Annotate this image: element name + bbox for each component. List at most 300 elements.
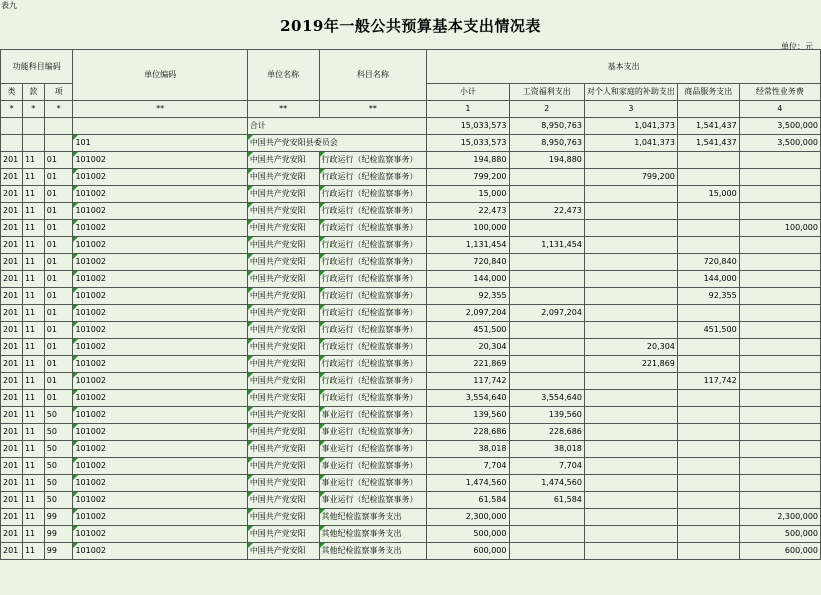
cell-wages xyxy=(509,339,584,356)
cell-unit-name: 中国共产党安阳 xyxy=(247,271,319,288)
header-operating: 经常性业务费 xyxy=(739,84,820,101)
cell-unit-name: 中国共产党安阳 xyxy=(247,458,319,475)
cell-kuan: 11 xyxy=(22,203,44,220)
cell-xiang: 01 xyxy=(44,152,73,169)
cell-subtotal: 117,742 xyxy=(427,373,509,390)
org-operating: 3,500,000 xyxy=(739,135,820,152)
cell-subject-name: 事业运行（纪检监察事务） xyxy=(319,424,427,441)
cell-wages xyxy=(509,271,584,288)
cell-xiang: 01 xyxy=(44,339,73,356)
cell-goods: 117,742 xyxy=(677,373,739,390)
cell-wages: 1,131,454 xyxy=(509,237,584,254)
cell-subject-name: 行政运行（纪检监察事务） xyxy=(319,220,427,237)
cell-operating xyxy=(739,237,820,254)
marker-cell: * xyxy=(1,101,23,118)
cell-unit-name: 中国共产党安阳 xyxy=(247,305,319,322)
cell-subtotal: 22,473 xyxy=(427,203,509,220)
cell-kuan: 11 xyxy=(22,373,44,390)
cell-lei: 201 xyxy=(1,407,23,424)
marker-row xyxy=(1,101,821,118)
org-subtotal: 15,033,573 xyxy=(427,135,509,152)
cell-lei: 201 xyxy=(1,390,23,407)
cell-operating xyxy=(739,424,820,441)
table-row xyxy=(1,475,821,492)
cell-kuan: 11 xyxy=(22,339,44,356)
cell-wages xyxy=(509,509,584,526)
cell-subject-name: 其他纪检监察事务支出 xyxy=(319,543,427,560)
cell-xiang: 01 xyxy=(44,322,73,339)
cell-unit-code: 101002 xyxy=(73,288,247,305)
cell-unit-code: 101002 xyxy=(73,441,247,458)
cell-lei: 201 xyxy=(1,305,23,322)
table-row xyxy=(1,186,821,203)
cell-goods: 144,000 xyxy=(677,271,739,288)
header-basic-exp: 基本支出 xyxy=(427,50,821,84)
cell-subject-name: 事业运行（纪检监察事务） xyxy=(319,407,427,424)
cell-goods xyxy=(677,492,739,509)
cell-wages: 2,097,204 xyxy=(509,305,584,322)
cell-subtotal: 2,300,000 xyxy=(427,509,509,526)
cell-goods xyxy=(677,407,739,424)
cell-goods xyxy=(677,543,739,560)
header-subtotal: 小计 xyxy=(427,84,509,101)
cell-subject-name: 行政运行（纪检监察事务） xyxy=(319,186,427,203)
marker-cell: 3 xyxy=(584,101,677,118)
table-row xyxy=(1,322,821,339)
table-row xyxy=(1,305,821,322)
org-code: 101 xyxy=(73,135,247,152)
cell-goods: 720,840 xyxy=(677,254,739,271)
table-row xyxy=(1,543,821,560)
cell-unit-code: 101002 xyxy=(73,373,247,390)
cell-subtotal: 799,200 xyxy=(427,169,509,186)
cell-lei: 201 xyxy=(1,237,23,254)
cell-unit-name: 中国共产党安阳 xyxy=(247,543,319,560)
cell-goods xyxy=(677,237,739,254)
cell-unit-code: 101002 xyxy=(73,509,247,526)
total-subtotal: 15,033,573 xyxy=(427,118,509,135)
cell-subsidy xyxy=(584,203,677,220)
cell-kuan: 11 xyxy=(22,152,44,169)
cell-kuan: 11 xyxy=(22,475,44,492)
table-row xyxy=(1,203,821,220)
cell-subsidy xyxy=(584,475,677,492)
total-subsidy: 1,041,373 xyxy=(584,118,677,135)
cell-subsidy xyxy=(584,254,677,271)
cell-subtotal: 7,704 xyxy=(427,458,509,475)
cell-wages xyxy=(509,373,584,390)
cell-subject-name: 行政运行（纪检监察事务） xyxy=(319,169,427,186)
cell-subtotal: 228,686 xyxy=(427,424,509,441)
cell-goods xyxy=(677,424,739,441)
cell-wages: 22,473 xyxy=(509,203,584,220)
cell-wages xyxy=(509,543,584,560)
cell-operating xyxy=(739,322,820,339)
cell-lei: 201 xyxy=(1,152,23,169)
cell-xiang: 01 xyxy=(44,305,73,322)
cell-operating xyxy=(739,441,820,458)
cell-unit-name: 中国共产党安阳 xyxy=(247,237,319,254)
cell-goods xyxy=(677,526,739,543)
cell-goods xyxy=(677,305,739,322)
cell-operating: 500,000 xyxy=(739,526,820,543)
cell-operating xyxy=(739,373,820,390)
header-func-code: 功能科目编码 xyxy=(1,50,73,84)
cell-kuan: 11 xyxy=(22,390,44,407)
cell-unit-code: 101002 xyxy=(73,492,247,509)
cell-kuan: 11 xyxy=(22,526,44,543)
cell-wages xyxy=(509,186,584,203)
cell-wages: 194,880 xyxy=(509,152,584,169)
total-operating: 3,500,000 xyxy=(739,118,820,135)
table-row xyxy=(1,356,821,373)
cell-subject-name: 事业运行（纪检监察事务） xyxy=(319,475,427,492)
total-goods: 1,541,437 xyxy=(677,118,739,135)
cell-unit-name: 中国共产党安阳 xyxy=(247,203,319,220)
cell-lei: 201 xyxy=(1,441,23,458)
cell-subject-name: 行政运行（纪检监察事务） xyxy=(319,203,427,220)
table-row xyxy=(1,288,821,305)
table-row xyxy=(1,169,821,186)
table-row xyxy=(1,390,821,407)
cell-wages xyxy=(509,254,584,271)
header-unit-name: 单位名称 xyxy=(247,50,319,101)
cell-subject-name: 行政运行（纪检监察事务） xyxy=(319,305,427,322)
cell-lei: 201 xyxy=(1,373,23,390)
marker-cell: ** xyxy=(247,101,319,118)
cell-subject-name: 行政运行（纪检监察事务） xyxy=(319,271,427,288)
cell-operating xyxy=(739,186,820,203)
cell-lei: 201 xyxy=(1,492,23,509)
cell-subtotal: 92,355 xyxy=(427,288,509,305)
cell-kuan: 11 xyxy=(22,254,44,271)
cell-unit-name: 中国共产党安阳 xyxy=(247,373,319,390)
table-row xyxy=(1,373,821,390)
cell-kuan: 11 xyxy=(22,288,44,305)
table-row xyxy=(1,441,821,458)
org-subsidy: 1,041,373 xyxy=(584,135,677,152)
cell-unit-code: 101002 xyxy=(73,458,247,475)
cell-xiang: 50 xyxy=(44,441,73,458)
header-kuan: 款 xyxy=(22,84,44,101)
cell-subject-name: 行政运行（纪检监察事务） xyxy=(319,339,427,356)
cell-operating: 600,000 xyxy=(739,543,820,560)
cell-operating xyxy=(739,169,820,186)
cell-wages: 139,560 xyxy=(509,407,584,424)
cell-lei: 201 xyxy=(1,475,23,492)
cell-kuan: 11 xyxy=(22,305,44,322)
cell-wages xyxy=(509,220,584,237)
total-row xyxy=(1,118,821,135)
cell-lei: 201 xyxy=(1,254,23,271)
cell-subtotal: 20,304 xyxy=(427,339,509,356)
cell-goods xyxy=(677,458,739,475)
cell-subsidy xyxy=(584,271,677,288)
cell-unit-name: 中国共产党安阳 xyxy=(247,169,319,186)
cell-goods xyxy=(677,169,739,186)
header-goods: 商品服务支出 xyxy=(677,84,739,101)
cell-unit-name: 中国共产党安阳 xyxy=(247,220,319,237)
cell-lei: 201 xyxy=(1,186,23,203)
cell-unit-name: 中国共产党安阳 xyxy=(247,475,319,492)
cell-operating xyxy=(739,271,820,288)
cell-xiang: 01 xyxy=(44,203,73,220)
cell-goods: 15,000 xyxy=(677,186,739,203)
cell-wages xyxy=(509,322,584,339)
cell-unit-code: 101002 xyxy=(73,254,247,271)
cell-subject-name: 事业运行（纪检监察事务） xyxy=(319,458,427,475)
header-subject-name: 科目名称 xyxy=(319,50,427,101)
cell-subtotal: 139,560 xyxy=(427,407,509,424)
cell-kuan: 11 xyxy=(22,492,44,509)
table-row xyxy=(1,458,821,475)
cell-xiang: 50 xyxy=(44,407,73,424)
cell-xiang: 50 xyxy=(44,424,73,441)
table-row xyxy=(1,254,821,271)
header-xiang: 项 xyxy=(44,84,73,101)
cell-subtotal: 144,000 xyxy=(427,271,509,288)
cell-subsidy xyxy=(584,424,677,441)
marker-cell: 2 xyxy=(509,101,584,118)
cell-operating xyxy=(739,458,820,475)
table-row xyxy=(1,492,821,509)
cell-unit-code: 101002 xyxy=(73,424,247,441)
cell-wages: 1,474,560 xyxy=(509,475,584,492)
cell-subsidy xyxy=(584,186,677,203)
org-goods: 1,541,437 xyxy=(677,135,739,152)
cell-unit-name: 中国共产党安阳 xyxy=(247,356,319,373)
cell-xiang: 01 xyxy=(44,186,73,203)
cell-kuan: 11 xyxy=(22,458,44,475)
cell-xiang: 01 xyxy=(44,373,73,390)
cell-unit-code: 101002 xyxy=(73,526,247,543)
cell-xiang: 01 xyxy=(44,237,73,254)
cell-subtotal: 38,018 xyxy=(427,441,509,458)
cell-subsidy xyxy=(584,390,677,407)
cell-wages: 3,554,640 xyxy=(509,390,584,407)
cell-subtotal: 451,500 xyxy=(427,322,509,339)
cell-subtotal: 194,880 xyxy=(427,152,509,169)
cell-lei: 201 xyxy=(1,526,23,543)
cell-operating xyxy=(739,339,820,356)
cell-lei: 201 xyxy=(1,288,23,305)
cell-lei: 201 xyxy=(1,271,23,288)
cell-subtotal: 221,869 xyxy=(427,356,509,373)
cell-unit-code: 101002 xyxy=(73,475,247,492)
table-row xyxy=(1,526,821,543)
cell-subtotal: 720,840 xyxy=(427,254,509,271)
cell-kuan: 11 xyxy=(22,424,44,441)
cell-unit-code: 101002 xyxy=(73,186,247,203)
cell-xiang: 01 xyxy=(44,390,73,407)
cell-wages xyxy=(509,288,584,305)
cell-wages xyxy=(509,526,584,543)
cell-unit-code: 101002 xyxy=(73,407,247,424)
cell-xiang: 99 xyxy=(44,526,73,543)
cell-subsidy xyxy=(584,322,677,339)
cell-unit-code: 101002 xyxy=(73,169,247,186)
cell-subject-name: 行政运行（纪检监察事务） xyxy=(319,322,427,339)
cell-kuan: 11 xyxy=(22,237,44,254)
cell-lei: 201 xyxy=(1,169,23,186)
cell-xiang: 99 xyxy=(44,543,73,560)
cell-subtotal: 61,584 xyxy=(427,492,509,509)
cell-subtotal: 2,097,204 xyxy=(427,305,509,322)
cell-lei: 201 xyxy=(1,322,23,339)
marker-cell: ** xyxy=(73,101,247,118)
header-wages: 工资福利支出 xyxy=(509,84,584,101)
cell-unit-name: 中国共产党安阳 xyxy=(247,441,319,458)
total-label: 合计 xyxy=(247,118,427,135)
cell-lei: 201 xyxy=(1,458,23,475)
table-row xyxy=(1,220,821,237)
cell-subject-name: 行政运行（纪检监察事务） xyxy=(319,254,427,271)
cell-wages xyxy=(509,169,584,186)
cell-goods xyxy=(677,390,739,407)
cell-wages: 7,704 xyxy=(509,458,584,475)
cell-unit-code: 101002 xyxy=(73,305,247,322)
cell-xiang: 01 xyxy=(44,356,73,373)
cell-lei: 201 xyxy=(1,543,23,560)
cell-goods xyxy=(677,441,739,458)
cell-subject-name: 其他纪检监察事务支出 xyxy=(319,509,427,526)
cell-unit-name: 中国共产党安阳 xyxy=(247,509,319,526)
cell-goods xyxy=(677,220,739,237)
cell-lei: 201 xyxy=(1,509,23,526)
cell-unit-name: 中国共产党安阳 xyxy=(247,407,319,424)
cell-lei: 201 xyxy=(1,424,23,441)
cell-unit-name: 中国共产党安阳 xyxy=(247,152,319,169)
cell-kuan: 11 xyxy=(22,186,44,203)
cell-subject-name: 事业运行（纪检监察事务） xyxy=(319,492,427,509)
cell-operating xyxy=(739,407,820,424)
org-wages: 8,950,763 xyxy=(509,135,584,152)
cell-xiang: 01 xyxy=(44,271,73,288)
cell-goods xyxy=(677,203,739,220)
cell-unit-name: 中国共产党安阳 xyxy=(247,186,319,203)
marker-cell: ** xyxy=(319,101,427,118)
cell-goods xyxy=(677,152,739,169)
cell-kuan: 11 xyxy=(22,441,44,458)
cell-kuan: 11 xyxy=(22,322,44,339)
cell-operating xyxy=(739,288,820,305)
cell-subsidy xyxy=(584,543,677,560)
cell-subsidy xyxy=(584,492,677,509)
unit-label: 单位：元 xyxy=(781,42,813,51)
cell-operating: 2,300,000 xyxy=(739,509,820,526)
cell-subsidy xyxy=(584,305,677,322)
header-lei: 类 xyxy=(1,84,23,101)
header-unit-code: 单位编码 xyxy=(73,50,247,101)
cell-xiang: 50 xyxy=(44,475,73,492)
cell-subject-name: 行政运行（纪检监察事务） xyxy=(319,288,427,305)
cell-unit-code: 101002 xyxy=(73,271,247,288)
cell-subsidy xyxy=(584,407,677,424)
cell-operating xyxy=(739,254,820,271)
cell-subsidy: 20,304 xyxy=(584,339,677,356)
cell-goods xyxy=(677,356,739,373)
cell-wages xyxy=(509,356,584,373)
cell-unit-code: 101002 xyxy=(73,203,247,220)
cell-goods xyxy=(677,509,739,526)
header-subsidy: 对个人和家庭的补助支出 xyxy=(584,84,677,101)
cell-xiang: 99 xyxy=(44,509,73,526)
cell-operating xyxy=(739,356,820,373)
cell-kuan: 11 xyxy=(22,356,44,373)
cell-operating xyxy=(739,390,820,407)
table-label: 表九 xyxy=(1,1,17,10)
cell-subsidy: 799,200 xyxy=(584,169,677,186)
marker-cell: * xyxy=(22,101,44,118)
table-row xyxy=(1,509,821,526)
cell-xiang: 01 xyxy=(44,254,73,271)
cell-unit-code: 101002 xyxy=(73,356,247,373)
marker-cell xyxy=(677,101,739,118)
cell-subject-name: 行政运行（纪检监察事务） xyxy=(319,390,427,407)
page-title: 2019年一般公共预算基本支出情况表 xyxy=(280,17,541,35)
cell-unit-code: 101002 xyxy=(73,390,247,407)
cell-subtotal: 15,000 xyxy=(427,186,509,203)
cell-unit-code: 101002 xyxy=(73,220,247,237)
cell-wages: 228,686 xyxy=(509,424,584,441)
cell-subject-name: 行政运行（纪检监察事务） xyxy=(319,237,427,254)
cell-operating xyxy=(739,203,820,220)
cell-kuan: 11 xyxy=(22,407,44,424)
marker-cell: * xyxy=(44,101,73,118)
cell-xiang: 01 xyxy=(44,220,73,237)
budget-table xyxy=(0,49,821,560)
cell-subtotal: 3,554,640 xyxy=(427,390,509,407)
cell-kuan: 11 xyxy=(22,169,44,186)
cell-subsidy xyxy=(584,509,677,526)
cell-subsidy xyxy=(584,288,677,305)
cell-xiang: 01 xyxy=(44,288,73,305)
cell-subject-name: 事业运行（纪检监察事务） xyxy=(319,441,427,458)
table-row xyxy=(1,237,821,254)
cell-unit-name: 中国共产党安阳 xyxy=(247,424,319,441)
cell-goods xyxy=(677,475,739,492)
cell-unit-name: 中国共产党安阳 xyxy=(247,526,319,543)
cell-subtotal: 500,000 xyxy=(427,526,509,543)
cell-subject-name: 行政运行（纪检监察事务） xyxy=(319,152,427,169)
cell-subtotal: 100,000 xyxy=(427,220,509,237)
org-name: 中国共产党安阳县委员会 xyxy=(247,135,427,152)
cell-goods xyxy=(677,339,739,356)
cell-subsidy xyxy=(584,526,677,543)
cell-goods: 92,355 xyxy=(677,288,739,305)
cell-operating xyxy=(739,492,820,509)
cell-goods: 451,500 xyxy=(677,322,739,339)
cell-unit-code: 101002 xyxy=(73,322,247,339)
cell-kuan: 11 xyxy=(22,509,44,526)
cell-unit-name: 中国共产党安阳 xyxy=(247,390,319,407)
cell-subsidy xyxy=(584,373,677,390)
cell-kuan: 11 xyxy=(22,271,44,288)
cell-subtotal: 600,000 xyxy=(427,543,509,560)
table-row xyxy=(1,152,821,169)
org-row xyxy=(1,135,821,152)
cell-subject-name: 行政运行（纪检监察事务） xyxy=(319,356,427,373)
cell-subtotal: 1,131,454 xyxy=(427,237,509,254)
marker-cell: 1 xyxy=(427,101,509,118)
cell-wages: 38,018 xyxy=(509,441,584,458)
cell-operating xyxy=(739,152,820,169)
cell-unit-name: 中国共产党安阳 xyxy=(247,339,319,356)
cell-lei: 201 xyxy=(1,203,23,220)
cell-unit-name: 中国共产党安阳 xyxy=(247,322,319,339)
cell-xiang: 50 xyxy=(44,458,73,475)
table-row xyxy=(1,424,821,441)
